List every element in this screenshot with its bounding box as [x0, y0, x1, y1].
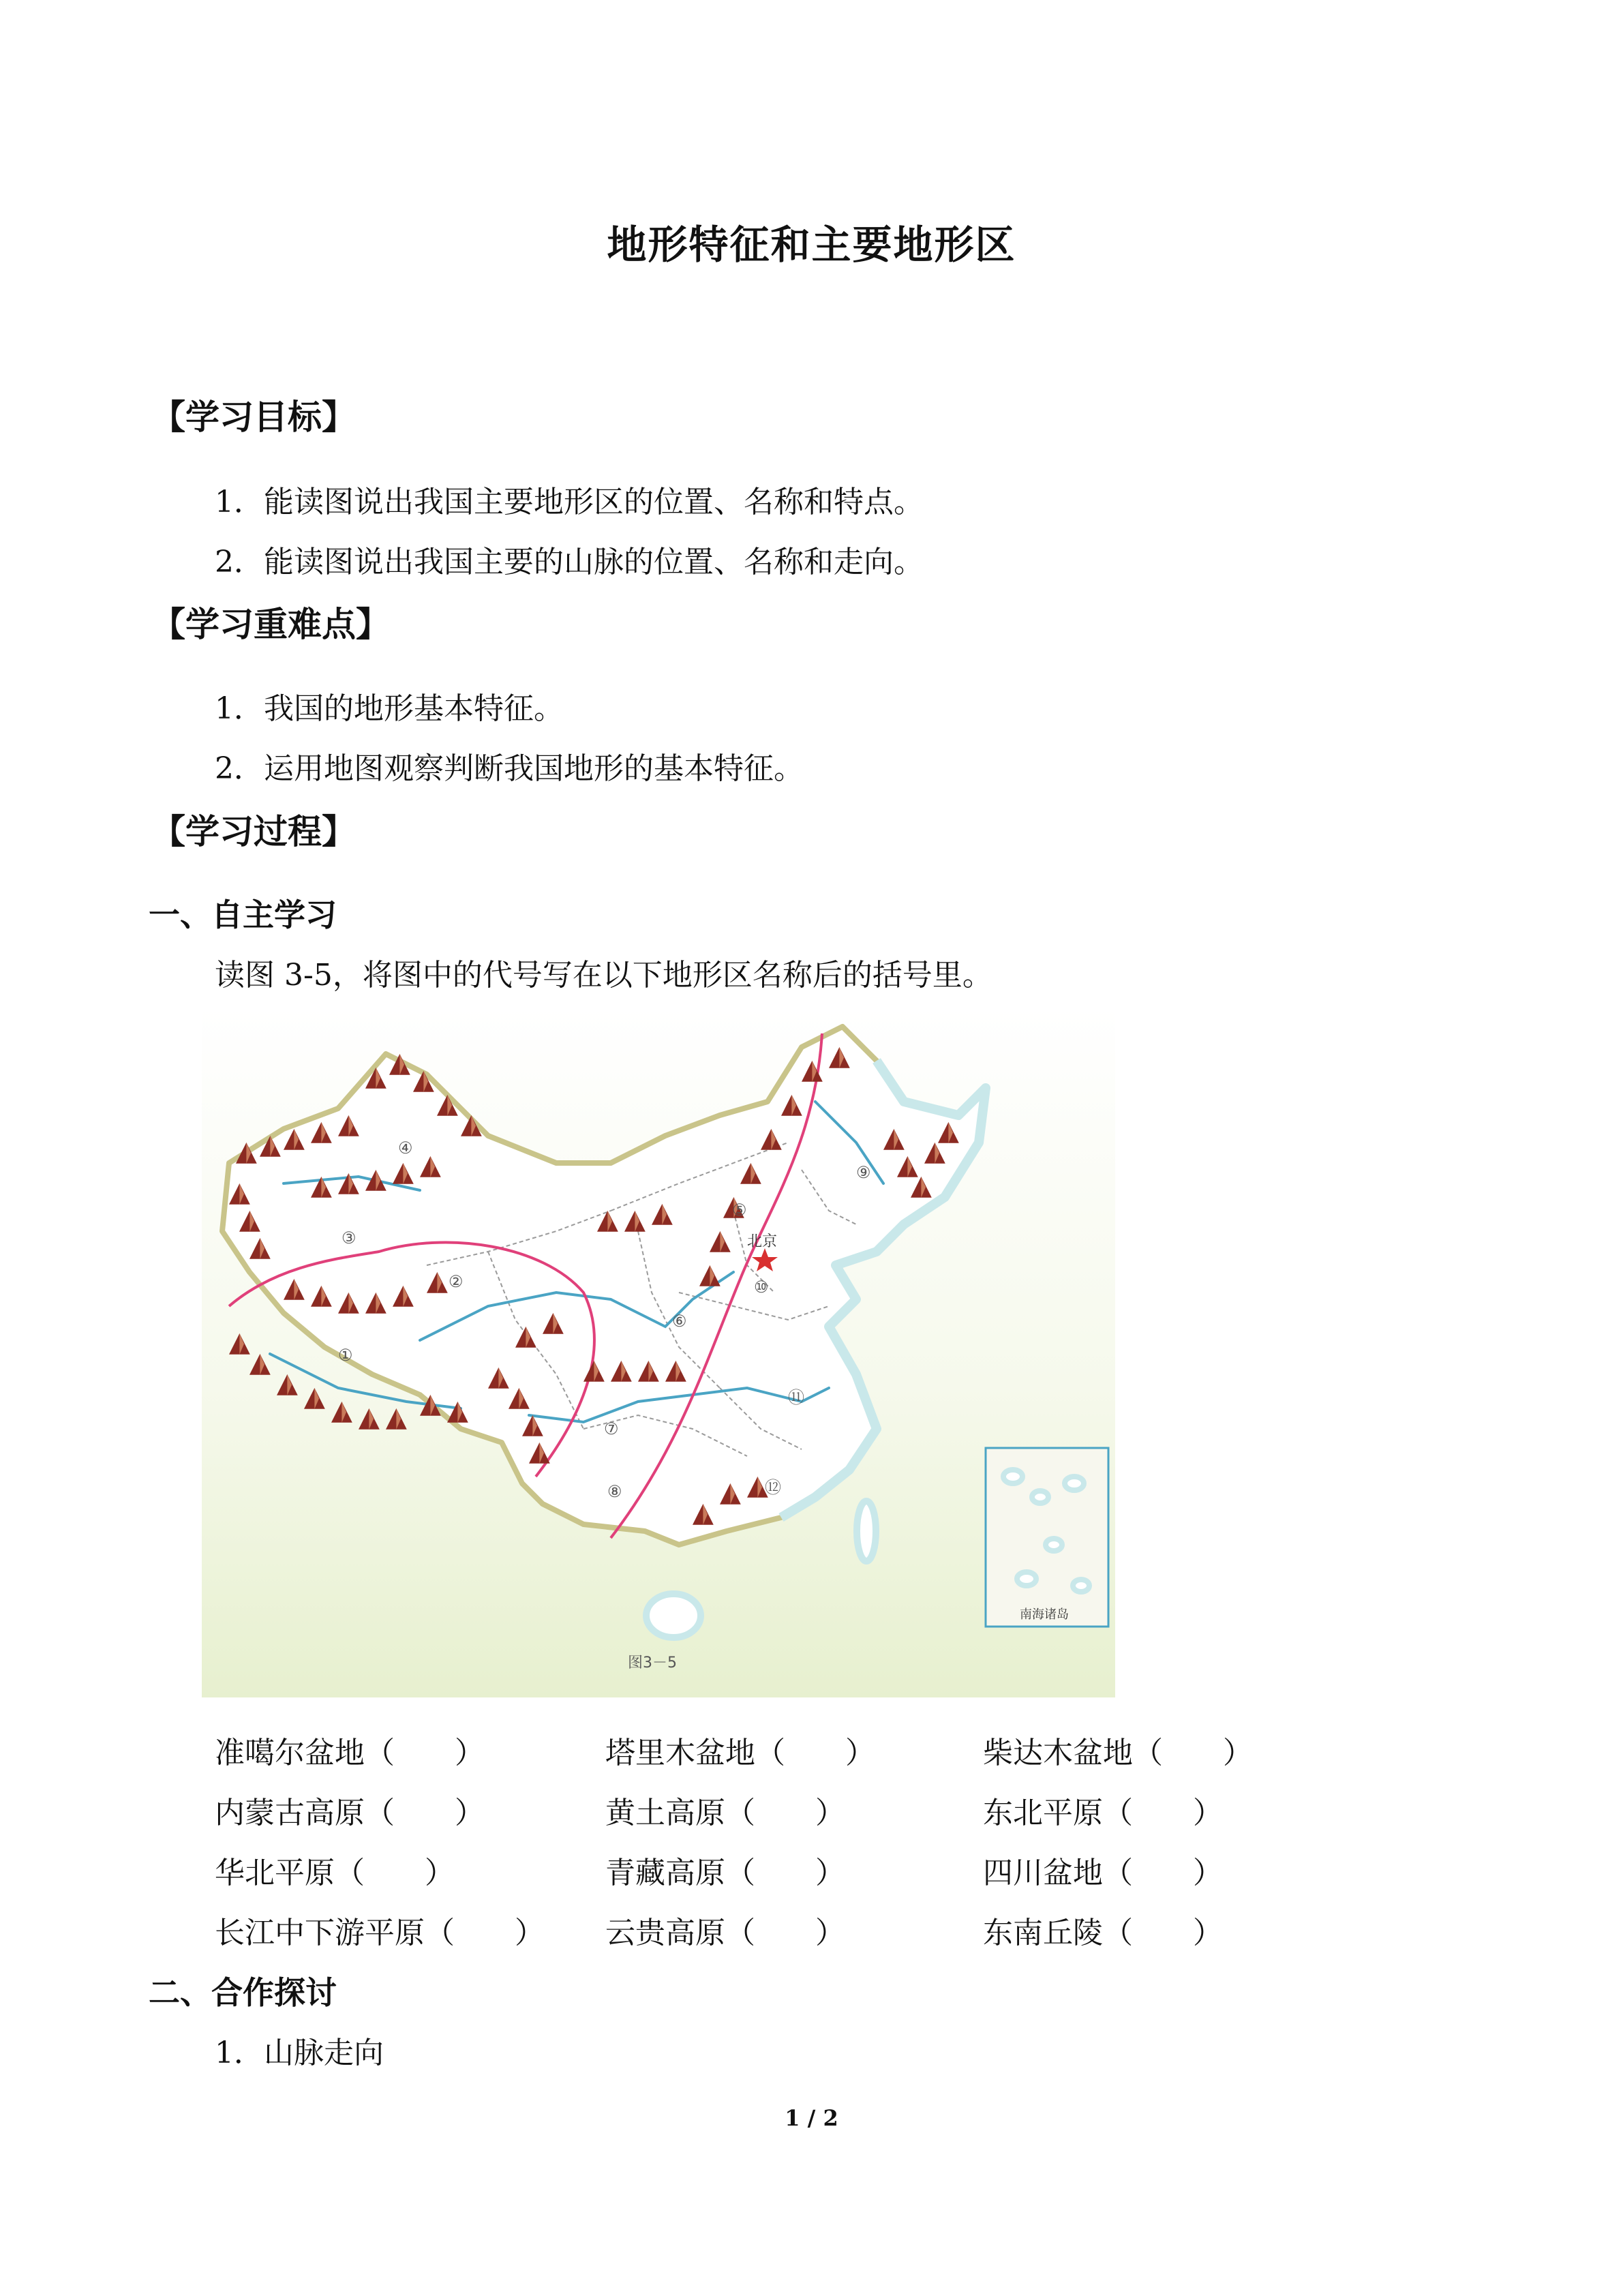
inset-label: 南海诸岛: [1020, 1607, 1069, 1622]
goal-item-2: 2．能读图说出我国主要的山脉的位置、名称和走向。: [215, 545, 924, 579]
answer-item[interactable]: 青藏高原（ ）: [605, 1856, 845, 1890]
region-number-9: ⑨: [856, 1163, 871, 1182]
region-number-4: ④: [398, 1138, 413, 1158]
region-number-8: ⑧: [607, 1482, 622, 1501]
part1-heading: 一、自主学习: [149, 896, 337, 933]
region-number-1: ①: [338, 1346, 353, 1365]
page-title: 地形特征和主要地形区: [607, 222, 1016, 268]
answer-item[interactable]: 准噶尔盆地（ ）: [215, 1736, 485, 1770]
china-terrain-map: [202, 1006, 1115, 1697]
part2-heading: 二、合作探讨: [149, 1974, 337, 2011]
section-heading-process: 【学习过程】: [151, 811, 356, 851]
answer-item[interactable]: 内蒙古高原（ ）: [215, 1796, 485, 1830]
answer-item[interactable]: 黄土高原（ ）: [605, 1796, 845, 1830]
region-number-6: ⑥: [672, 1312, 687, 1331]
region-number-2: ②: [449, 1272, 464, 1291]
answer-item[interactable]: 四川盆地（ ）: [983, 1856, 1223, 1890]
answer-item[interactable]: 塔里木盆地（ ）: [605, 1736, 875, 1770]
region-number-12: ⑫: [765, 1478, 781, 1497]
part2-item-1: 1．山脉走向: [215, 2036, 384, 2070]
answer-item[interactable]: 柴达木盆地（ ）: [983, 1736, 1253, 1770]
region-number-5: ⑤: [732, 1200, 747, 1220]
region-number-11: ⑪: [788, 1388, 804, 1407]
taiwan-island: [857, 1501, 876, 1561]
goal-item-1: 1．能读图说出我国主要地形区的位置、名称和特点。: [215, 485, 924, 519]
answer-item[interactable]: 华北平原（ ）: [215, 1856, 455, 1890]
hainan-island: [646, 1594, 701, 1637]
south-china-sea-inset: [986, 1448, 1108, 1627]
answer-item[interactable]: 东南丘陵（ ）: [983, 1916, 1223, 1950]
region-number-10: ⑩: [754, 1278, 769, 1297]
region-number-3: ③: [342, 1228, 357, 1248]
section-heading-key-points: 【学习重难点】: [151, 604, 390, 644]
map-caption: 图3－5: [628, 1655, 677, 1672]
section-heading-goals: 【学习目标】: [151, 397, 356, 437]
key-point-item-2: 2．运用地图观察判断我国地形的基本特征。: [215, 751, 804, 786]
part1-instruction: 读图 3-5，将图中的代号写在以下地形区名称后的括号里。: [215, 958, 992, 993]
region-number-7: ⑦: [604, 1419, 619, 1438]
page-number: 1 / 2: [785, 2105, 838, 2131]
answer-item[interactable]: 长江中下游平原（ ）: [215, 1916, 545, 1950]
key-point-item-1: 1．我国的地形基本特征。: [215, 691, 564, 726]
answer-item[interactable]: 云贵高原（ ）: [605, 1916, 845, 1950]
answer-item[interactable]: 东北平原（ ）: [983, 1796, 1223, 1830]
capital-label: 北京: [747, 1233, 778, 1250]
